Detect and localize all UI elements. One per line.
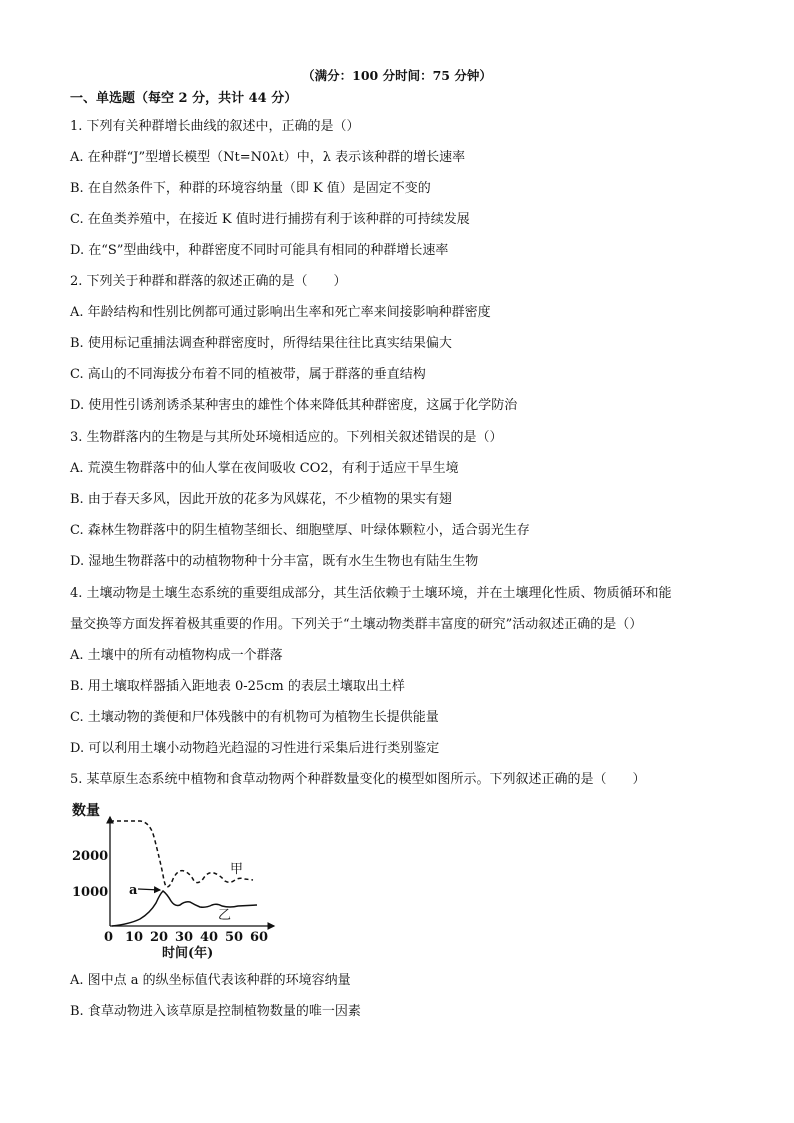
x-axis-label: 时间(年): [162, 946, 214, 961]
question-2-option-d: D. 使用性引诱剂诱杀某种害虫的雄性个体来降低其种群密度，这属于化学防治: [70, 398, 518, 413]
question-2-option-b: B. 使用标记重捕法调查种群密度时，所得结果往往比真实结果偏大: [70, 336, 452, 351]
question-4-option-d: D. 可以利用土壤小动物趋光趋湿的习性进行采集后进行类别鉴定: [70, 741, 440, 756]
x-tick-30: 30: [175, 930, 194, 945]
question-2-option-a: A. 年龄结构和性别比例都可通过影响出生率和死亡率来间接影响种群密度: [70, 305, 491, 320]
question-3-option-a: A. 荒漠生物群落中的仙人掌在夜间吸收 CO2，有利于适应干旱生境: [70, 461, 459, 476]
question-4-option-c: C. 土壤动物的粪便和尸体残骸中的有机物可为植物生长提供能量: [70, 710, 439, 725]
page-header: （满分：100 分时间：75 分钟）: [302, 68, 492, 83]
label-jia: 甲: [230, 862, 244, 877]
curve-jia: [110, 821, 253, 887]
question-4-option-b: B. 用土壤取样器插入距地表 0-25cm 的表层土壤取出土样: [70, 679, 405, 694]
question-3-stem: 3. 生物群落内的生物是与其所处环境相适应的。下列相关叙述错误的是（）: [70, 430, 503, 445]
population-graph: [70, 795, 285, 965]
y-tick-1000: 1000: [72, 885, 109, 900]
question-1-stem: 1. 下列有关种群增长曲线的叙述中，正确的是（）: [70, 119, 360, 134]
x-tick-40: 40: [200, 930, 219, 945]
question-4-option-a: A. 土壤中的所有动植物构成一个群落: [70, 648, 283, 663]
question-1-option-c: C. 在鱼类养殖中，在接近 K 值时进行捕捞有利于该种群的可持续发展: [70, 212, 470, 227]
x-tick-50: 50: [225, 930, 244, 945]
question-4-stem-line-2: 量交换等方面发挥着极其重要的作用。下列关于“土壤动物类群丰富度的研究”活动叙述正确的是（）: [70, 617, 643, 632]
question-5-option-a: A. 图中点 a 的纵坐标值代表该种群的环境容纳量: [70, 973, 351, 988]
question-2-stem: 2. 下列关于种群和群落的叙述正确的是（ ）: [70, 274, 347, 289]
question-3-option-c: C. 森林生物群落中的阴生植物茎细长、细胞壁厚、叶绿体颗粒小，适合弱光生存: [70, 523, 530, 538]
x-tick-60: 60: [250, 930, 269, 945]
question-5-stem: 5. 某草原生态系统中植物和食草动物两个种群数量变化的模型如图所示。下列叙述正确的是（ ）: [70, 772, 646, 787]
pointer-a: [138, 889, 160, 890]
label-yi: 乙: [218, 908, 232, 923]
x-tick-10: 10: [125, 930, 144, 945]
question-4-stem-line-1: 4. 土壤动物是土壤生态系统的重要组成部分，其生活依赖于土壤环境，并在土壤理化性质、物质循环和能: [70, 586, 672, 601]
x-tick-20: 20: [150, 930, 169, 945]
question-2-option-c: C. 高山的不同海拔分布着不同的植被带，属于群落的垂直结构: [70, 367, 426, 382]
y-tick-2000: 2000: [72, 849, 109, 864]
question-3-option-d: D. 湿地生物群落中的动植物物种十分丰富，既有水生生物也有陆生生物: [70, 554, 479, 569]
section-title: 一、单选题（每空 2 分，共计 44 分）: [70, 91, 298, 106]
question-3-option-b: B. 由于春天多风，因此开放的花多为风媒花，不少植物的果实有翅: [70, 492, 452, 507]
label-a: a: [129, 883, 138, 898]
question-1-option-b: B. 在自然条件下，种群的环境容纳量（即 K 值）是固定不变的: [70, 181, 431, 196]
x-tick-0: 0: [104, 930, 114, 945]
question-5-option-b: B. 食草动物进入该草原是控制植物数量的唯一因素: [70, 1004, 361, 1019]
question-1-option-a: A. 在种群“J”型增长模型（Nt=N0λt）中，λ 表示该种群的增长速率: [70, 150, 466, 165]
question-1-option-d: D. 在“S”型曲线中，种群密度不同时可能具有相同的种群增长速率: [70, 243, 449, 258]
y-axis-label: 数量: [72, 803, 100, 819]
